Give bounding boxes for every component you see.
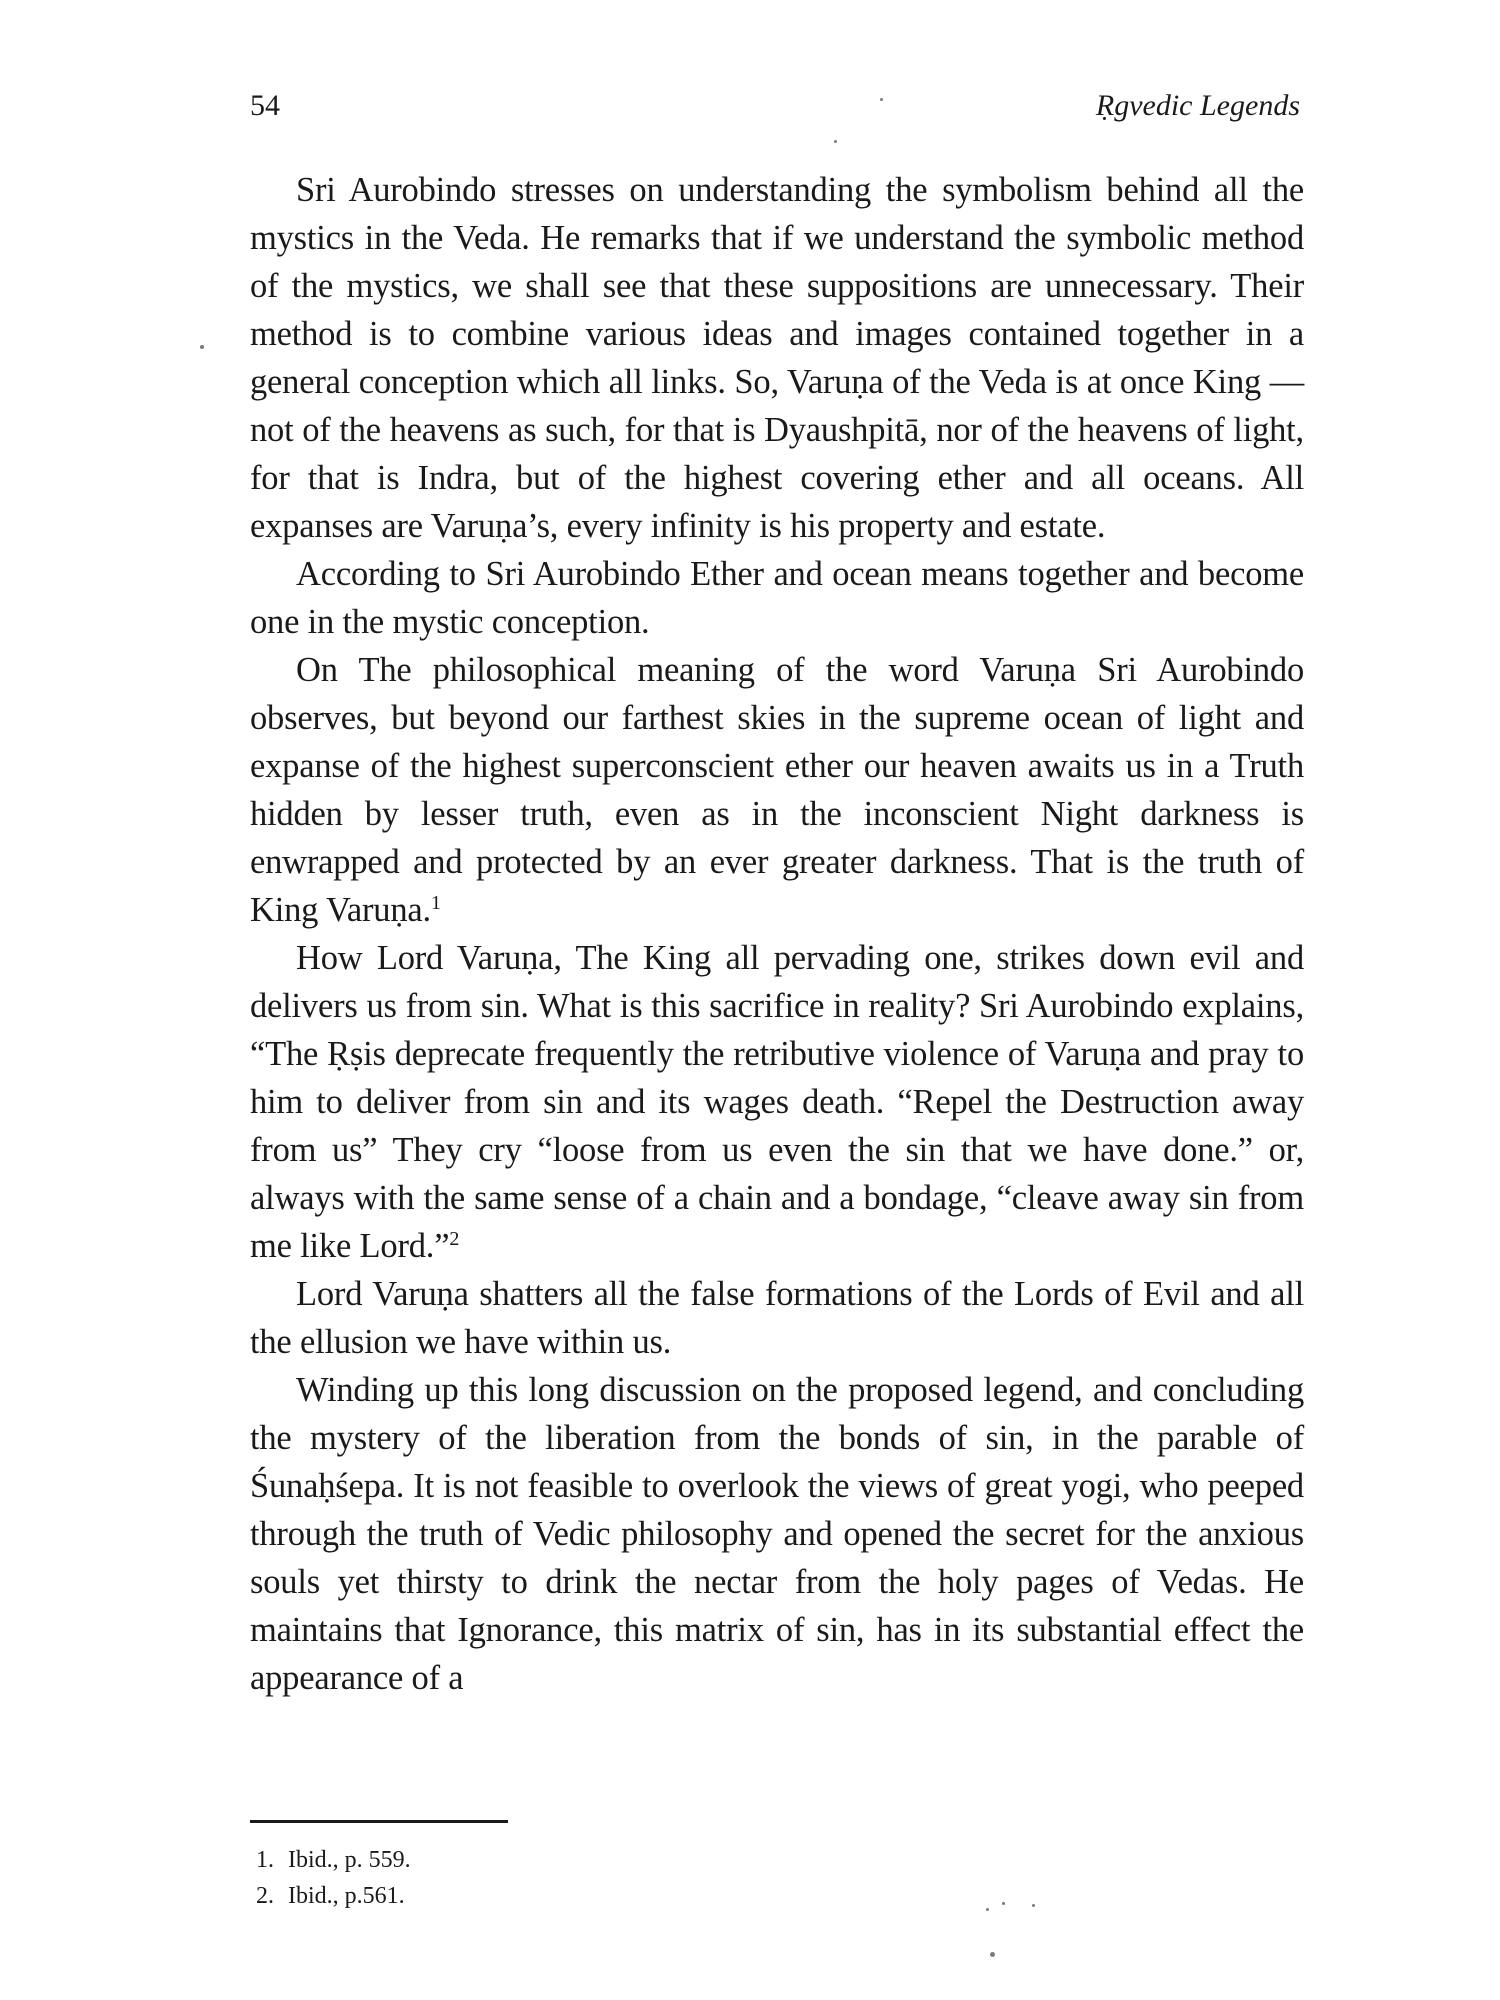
scan-speck	[1002, 1902, 1005, 1905]
scan-speck	[1032, 1904, 1035, 1907]
scan-speck	[990, 1952, 995, 1957]
footnotes	[256, 1842, 411, 1914]
scan-speck	[986, 1908, 989, 1911]
page-header	[250, 84, 1300, 128]
paragraph	[250, 646, 1304, 934]
paragraph	[250, 1366, 1304, 1702]
scan-speck	[834, 140, 837, 143]
scan-speck	[880, 98, 883, 101]
footnote-text: Ibid., p.561.	[288, 1883, 405, 1909]
footnote-divider	[250, 1820, 508, 1823]
footnote	[256, 1842, 411, 1878]
paragraph-text: Lord Varuṇa shatters all the false formations of the Lords of Evil and all the ellusion we have within us.	[250, 1275, 1304, 1361]
page-number: 54	[250, 89, 280, 122]
paragraph	[250, 1270, 1304, 1366]
footnote-number: 2.	[256, 1883, 274, 1909]
footnote-reference: 1	[430, 892, 441, 914]
footnote	[256, 1878, 411, 1914]
paragraph-text: On The philosophical meaning of the word Varuṇa Sri Aurobindo observes, but beyond our farthest skies in the supreme ocean of light and expanse of the highest superconscient ether our heaven awaits us in a Truth hidden by lesser truth, even as in the inconscient Night darkness is enwrapped and protected by an ever greater darkness. That is the truth of King Varuṇa.	[250, 651, 1304, 929]
footnote-number: 1.	[256, 1847, 274, 1873]
paragraph-text: Winding up this long discussion on the proposed legend, and concluding the mystery of the liberation from the bonds of sin, in the parable of Śunaḥśepa. It is not feasible to overlook the views of great yogi, who peeped through the truth of Vedic philosophy and opened the secret for the anxious souls yet thirsty to drink the nectar from the holy pages of Vedas. He maintains that Ignorance, this matrix of sin, has in its substantial effect the appearance of a	[250, 1371, 1304, 1697]
footnote-text: Ibid., p. 559.	[288, 1847, 411, 1873]
paragraph	[250, 550, 1304, 646]
footnote-reference: 2	[449, 1228, 460, 1250]
scan-speck	[200, 345, 204, 349]
running-title: Ṛgvedic Legends	[1095, 89, 1300, 122]
paragraph-text: Sri Aurobindo stresses on understanding the symbolism behind all the mystics in the Veda. He remarks that if we understand the symbolic method of the mystics, we shall see that these suppositions are unnecessary. Their method is to combine various ideas and images contained together in a general conception which all links. So, Varuṇa of the Veda is at once King — not of the heavens as such, for that is Dyaushpitā, nor of the heavens of light, for that is Indra, but of the highest covering ether and all oceans. All expanses are Varuṇa’s, every infinity is his property and estate.	[250, 171, 1304, 545]
body-text	[250, 166, 1304, 1702]
paragraph-text: How Lord Varuṇa, The King all pervading one, strikes down evil and delivers us from sin. What is this sacrifice in reality? Sri Aurobindo explains, “The Ṛṣis deprecate frequently the retributive violence of Varuṇa and pray to him to deliver from sin and its wages death. “Repel the Destruction away from us” They cry “loose from us even the sin that we have done.” or, always with the same sense of a chain and a bondage, “cleave away sin from me like Lord.”	[250, 939, 1304, 1265]
paragraph	[250, 934, 1304, 1270]
paragraph	[250, 166, 1304, 550]
paragraph-text: According to Sri Aurobindo Ether and ocean means together and become one in the mystic conception.	[250, 555, 1304, 641]
